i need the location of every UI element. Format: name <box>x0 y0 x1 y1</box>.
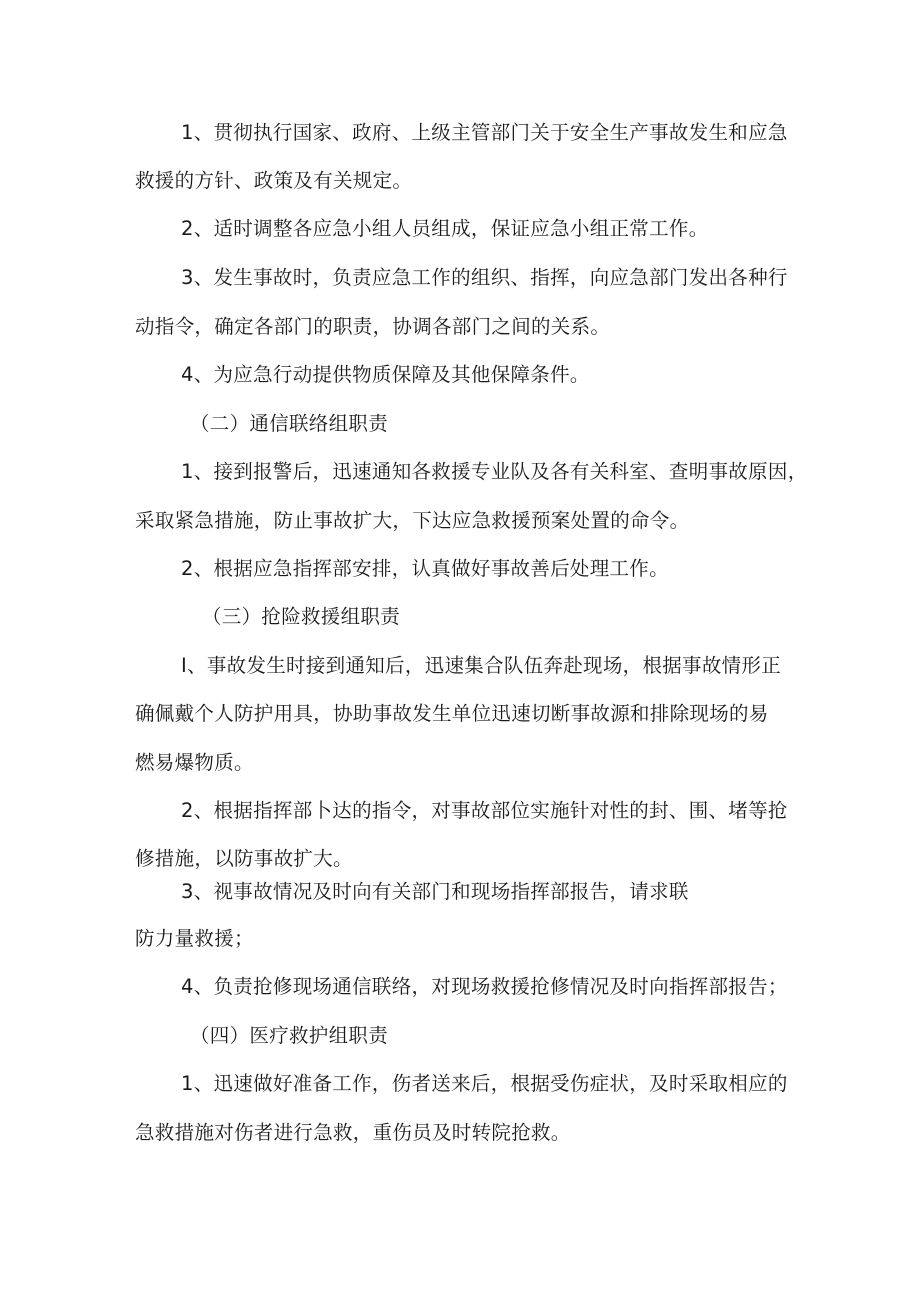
paragraph-line: 动指令，确定各部门的职责，协调各部门之间的关系。 <box>135 315 611 338</box>
paragraph-line: I、事故发生时接到通知后，迅速集合队伍奔赴现场，根据事故情形正 <box>181 654 782 677</box>
paragraph-line: 4、为应急行动提供物质保障及其他保障条件。 <box>181 363 590 386</box>
section-heading: （二）通信联络组职责 <box>190 412 389 435</box>
paragraph-line: 2、适时调整各应急小组人员组成，保证应急小组正常工作。 <box>181 217 709 240</box>
paragraph-line: 2、根据指挥部卜达的指令，对事故部位实施针对性的封、围、堵等抢 <box>181 799 788 822</box>
paragraph-line: 采取紧急措施，防止事故扩大，下达应急救援预案处置的命令。 <box>135 509 690 532</box>
paragraph-line: 1、接到报警后，迅速通知各救援专业队及各有关科室、查明事故原因， <box>181 460 808 483</box>
paragraph-line: 修措施，以防事故扩大。 <box>135 847 353 870</box>
section-heading: （三）抢险救援组职责 <box>202 605 401 628</box>
paragraph-line: 4、负责抢修现场通信联络，对现场救援抢修情况及时向指挥部报告； <box>181 975 788 998</box>
paragraph-line: 救援的方针、政策及有关规定。 <box>135 169 413 192</box>
paragraph-line: 防力量救援； <box>135 927 254 950</box>
paragraph-line: 3、发生事故时，负责应急工作的组织、指挥，向应急部门发出各种行 <box>181 266 788 289</box>
paragraph-line: 2、根据应急指挥部安排，认真做好事故善后处理工作。 <box>181 557 669 580</box>
paragraph-line: 3、视事故情况及时向有关部门和现场指挥部报告，请求联 <box>181 880 689 903</box>
paragraph-line: 确佩戴个人防护用具，协助事故发生单位迅速切断事故源和排除现场的易 <box>135 702 769 725</box>
paragraph-line: 燃易爆物质。 <box>135 751 254 774</box>
section-heading: （四）医疗救护组职责 <box>190 1024 389 1047</box>
paragraph-line: 1、迅速做好准备工作，伤者送来后，根据受伤症状，及时采取相应的 <box>181 1072 788 1095</box>
paragraph-line: 急救措施对伤者进行急救，重伤员及时转院抢救。 <box>135 1121 571 1144</box>
paragraph-line: 1、贯彻执行国家、政府、上级主管部门关于安全生产事故发生和应急 <box>181 121 788 144</box>
